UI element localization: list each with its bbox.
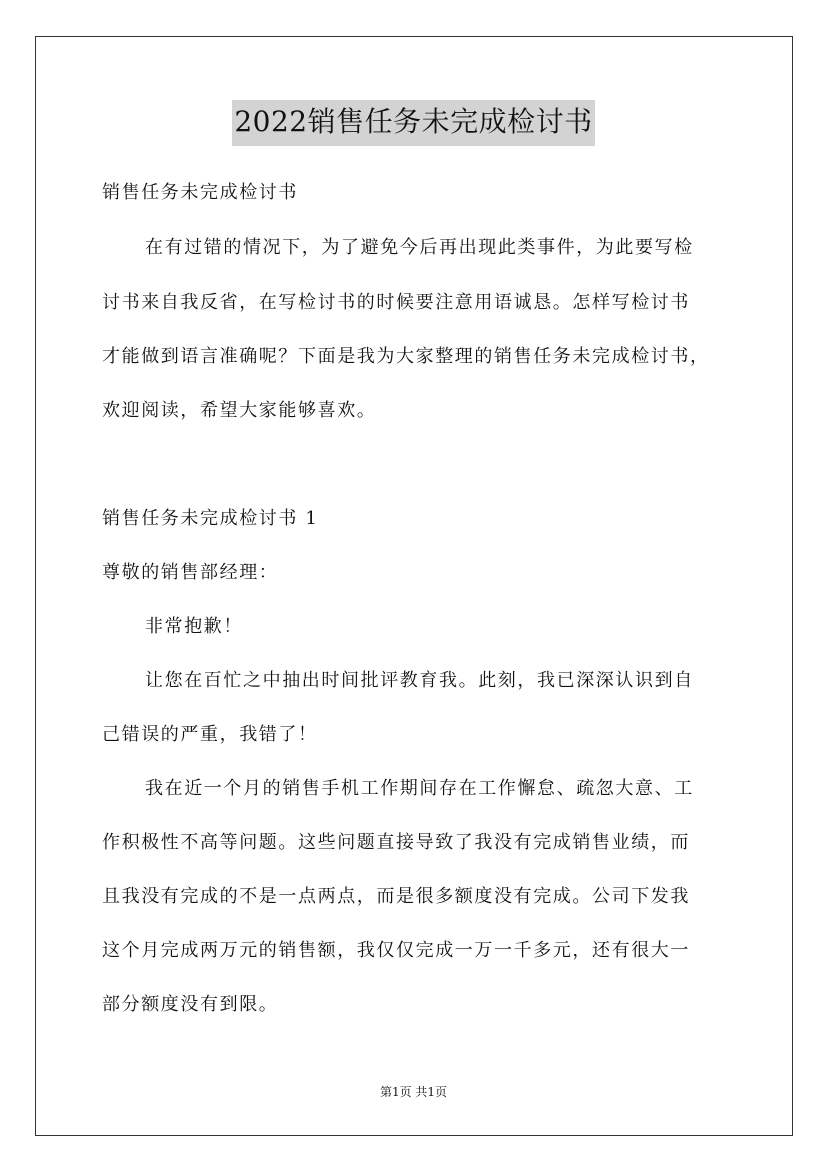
paragraph2-line-3: 且我没有完成的不是一点两点，而是很多额度没有完成。公司下发我 bbox=[102, 886, 690, 907]
page-number-footer: 第1页 共1页 bbox=[379, 1085, 448, 1099]
section-heading: 销售任务未完成检讨书 1 bbox=[102, 508, 319, 529]
paragraph2-line-4: 这个月完成两万元的销售额，我仅仅完成一万一千多元，还有很大一 bbox=[102, 940, 690, 961]
paragraph1-line-1: 让您在百忙之中抽出时间批评教育我。此刻，我已深深认识到自 bbox=[145, 670, 694, 691]
document-subtitle: 销售任务未完成检讨书 bbox=[102, 182, 298, 203]
intro-line-1: 在有过错的情况下，为了避免今后再出现此类事件，为此要写检 bbox=[145, 237, 694, 258]
title-container bbox=[0, 100, 827, 146]
document-title: 2022销售任务未完成检讨书 bbox=[232, 100, 594, 146]
intro-line-4: 欢迎阅读，希望大家能够喜欢。 bbox=[102, 400, 377, 421]
paragraph2-line-5: 部分额度没有到限。 bbox=[102, 994, 279, 1015]
paragraph1-line-2: 己错误的严重，我错了！ bbox=[102, 724, 318, 745]
apology-line: 非常抱歉！ bbox=[145, 616, 243, 637]
intro-line-3: 才能做到语言准确呢？下面是我为大家整理的销售任务未完成检讨书， bbox=[102, 346, 710, 367]
salutation: 尊敬的销售部经理： bbox=[102, 562, 279, 583]
intro-line-2: 讨书来自我反省，在写检讨书的时候要注意用语诚恳。怎样写检讨书 bbox=[102, 292, 690, 313]
paragraph2-line-2: 作积极性不高等问题。这些问题直接导致了我没有完成销售业绩，而 bbox=[102, 832, 690, 853]
paragraph2-line-1: 我在近一个月的销售手机工作期间存在工作懈怠、疏忽大意、工 bbox=[145, 778, 694, 799]
